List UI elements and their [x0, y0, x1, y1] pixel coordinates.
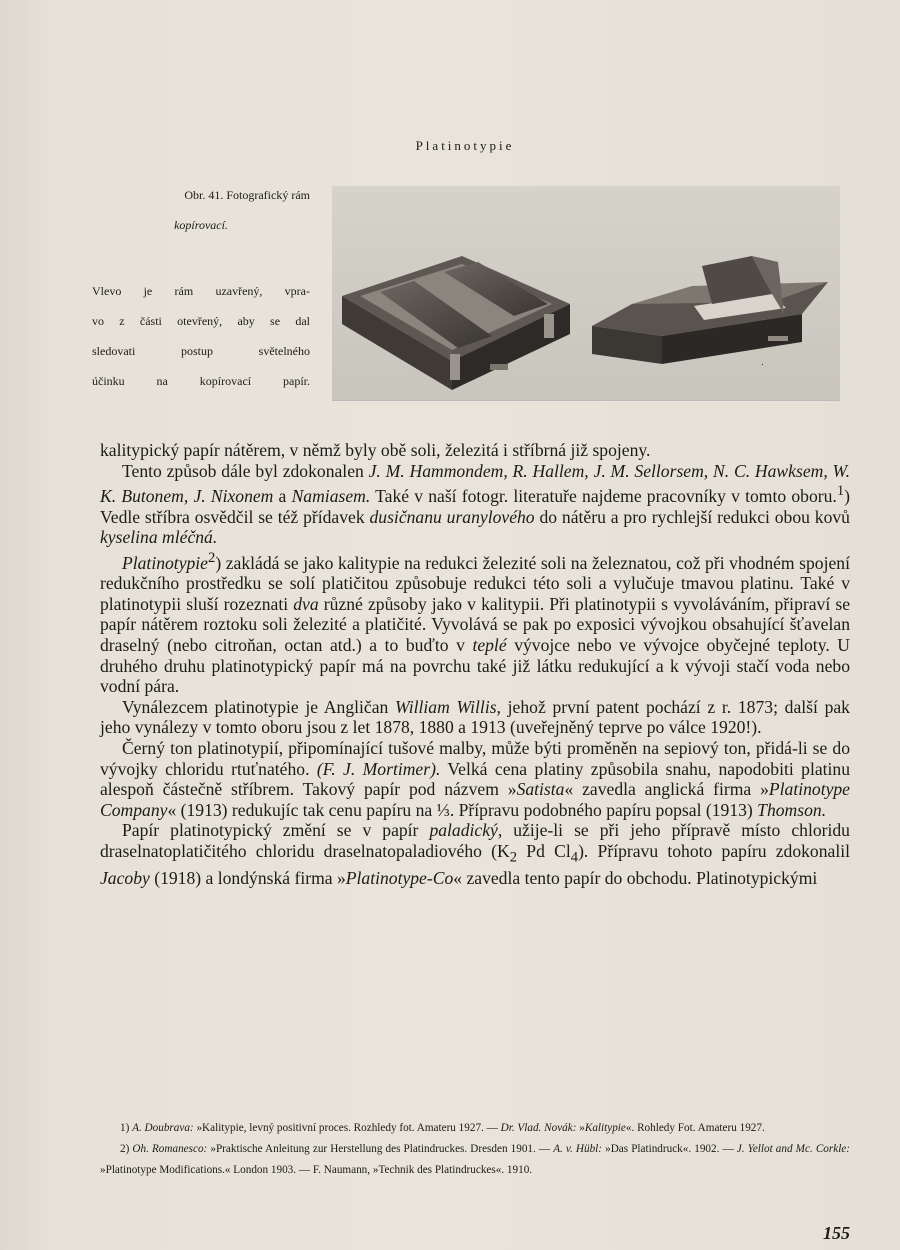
text-run: « zavedla anglická firma »: [564, 779, 769, 800]
paragraph: [100, 461, 850, 548]
paragraph: kalitypický papír nátěrem, v němž byly obě soli, železitá i stříbrná již spojeny.: [100, 440, 651, 460]
italic-name: (F. J. Mortimer).: [316, 758, 441, 779]
footnote-number: 1): [120, 1122, 130, 1134]
text-run: (1918) a londýnská firma »: [149, 868, 346, 889]
footnote-author: Dr. Vlad. Novák:: [500, 1122, 577, 1134]
figure-caption-line: účinku na kopírovací papír.: [92, 374, 310, 388]
text-run: jehož první patent pochází z r. 1873; další pak jeho vynálezy v tomto oboru jsou z let 1878, 1880 a 1913 (uveřejněný teprve po válce 1920!).: [100, 696, 850, 738]
text-run: Pd Cl: [517, 841, 571, 861]
italic-term: Platinotype-Co: [345, 868, 454, 889]
text-run: »: [576, 1122, 585, 1134]
footnote-number: 2): [120, 1143, 130, 1155]
paragraph: [100, 738, 850, 820]
footnote-author: A. v. Hübl:: [553, 1143, 603, 1155]
figure-caption-line: vo z části otevřený, aby se dal: [92, 314, 310, 328]
italic-term: paladický,: [429, 820, 503, 841]
footnotes: [100, 1118, 850, 1181]
italic-term: teplé: [472, 635, 507, 656]
text-run: »Das Platindruck«. 1902. —: [602, 1143, 737, 1155]
footnote-author: A. Doubrava:: [132, 1122, 194, 1134]
figure-photo-printing-frames: [332, 186, 840, 401]
text-run: a: [273, 486, 292, 507]
italic-term: dusičnanu uranylového: [369, 506, 535, 527]
footnote-ref: 1: [836, 483, 845, 500]
footnote-ref: 2: [208, 549, 216, 566]
text-run: různé způsoby jako v kalitypii. Při platinotypii s vyvoláváním, připraví se papír nátěrem roztoku soli železité a platičité. Vyvolává se pak po exposici vývojkou obsahující šťavelan draselný (nebo citroňan, octan atd.) a to buďto v: [100, 593, 851, 656]
italic-names: J. M. Hammondem, R. Hallem, J. M. Sellorsem, N. C. Hawksem, W. K. Butonem, J. Nixonem: [100, 460, 850, 507]
page-number: 155: [823, 1223, 850, 1243]
text-run: «. Rohledy Fot. Amateru 1927.: [625, 1122, 765, 1134]
subscript: 2: [509, 849, 518, 866]
text-run: Tento způsob dále byl zdokonalen: [122, 460, 369, 481]
text-run: do nátěru a pro rychlejší redukci obou kovů: [534, 506, 850, 527]
printing-frames-illustration: [332, 186, 840, 400]
paragraph: [100, 820, 850, 888]
text-run: Také v naší fotogr. literatuře najdeme pracovníky v tomto oboru.: [370, 486, 837, 507]
italic-name: William Willis,: [395, 696, 501, 717]
italic-name: Jacoby: [100, 868, 150, 889]
figure-caption-line: sledovati postup světelného: [92, 344, 310, 358]
caption-gap: [92, 240, 310, 276]
text-run: Velká cena platiny způsobila snahu, napodobiti platinu alespoň částečně stříbrem. Takový papír pod názvem »: [100, 758, 851, 800]
text-run: Vynálezcem platinotypie je Angličan: [122, 696, 396, 717]
italic-term: kyselina mléčná.: [100, 527, 218, 548]
italic-term: Platinotypie: [122, 552, 208, 573]
subscript: 4: [570, 849, 579, 866]
paragraph: [100, 548, 850, 697]
footnote: [100, 1139, 850, 1181]
footnote-title: Kalitypie: [584, 1122, 626, 1134]
running-head: Platinotypie: [415, 138, 515, 153]
text-run: Papír platinotypický změní se v papír: [122, 820, 430, 841]
text-run: « zavedla tento papír do obchodu. Platinotypickými: [453, 868, 818, 889]
text-run: »Praktische Anleitung zur Herstellung des Platindruckes. Dresden 1901. —: [207, 1143, 554, 1155]
italic-term: Satista: [516, 779, 565, 800]
text-run: ). Přípravu tohoto papíru zdokonalil: [578, 841, 851, 861]
footnote-author: J. Yellot and Mc. Corkle:: [736, 1143, 850, 1155]
main-text: [100, 440, 850, 889]
text-run: »Platinotype Modifications.« London 1903. — F. Naumann, »Technik des Platindruckes«. 1910.: [100, 1164, 533, 1176]
text-run: »Kalitypie, levný positivní proces. Rozhledy fot. Amateru 1927. —: [193, 1122, 501, 1134]
text-run: Černý ton platinotypií, připomínající tušové malby, může býti proměněn na sepiový ton, přidá-li se do vývojky chloridu rtuťnatého.: [100, 738, 850, 779]
footnote: [100, 1118, 850, 1139]
figure-caption-line: Vlevo je rám uzavřený, vpra-: [92, 284, 310, 298]
italic-name: Thomson.: [757, 799, 827, 820]
figure-caption: [92, 180, 310, 396]
text-run: ) Vedle stříbra osvědčil se též přídavek: [100, 486, 850, 527]
text-run: užije-li se při jeho přípravě místo chloridu draselnatoplatičitého chloridu draselnatopaladiového (K: [100, 820, 850, 861]
text-run: ) zakládá se jako kalitypie na redukci železité soli na železnatou, což při vhodném spojení redukčního prostředku se solí platičitou způsobuje redukci této soli a vylučuje tmavou platinu. Také v platinotypii sluší rozeznati: [100, 552, 850, 614]
text-run: « (1913) redukujíc tak cenu papíru na ⅓. Přípravu podobného papíru popsal (1913): [167, 799, 758, 820]
italic-term: dva: [293, 593, 319, 614]
paragraph: [100, 697, 850, 738]
figure-caption-title: Obr. 41. Fotografický rám: [184, 188, 310, 202]
italic-term: Platinotype Company: [100, 779, 850, 820]
figure-caption-title-cont: kopírovací.: [174, 218, 228, 232]
text-run: vývojce nebo ve vývojce obyčejné teploty. U druhého druhu platinotypický papír má na povrchu také již látku redukující a k vývoji stačí voda nebo vodní pára.: [100, 635, 850, 697]
footnote-author: Oh. Romanesco:: [132, 1143, 208, 1155]
italic-names: Namiasem.: [291, 486, 371, 507]
